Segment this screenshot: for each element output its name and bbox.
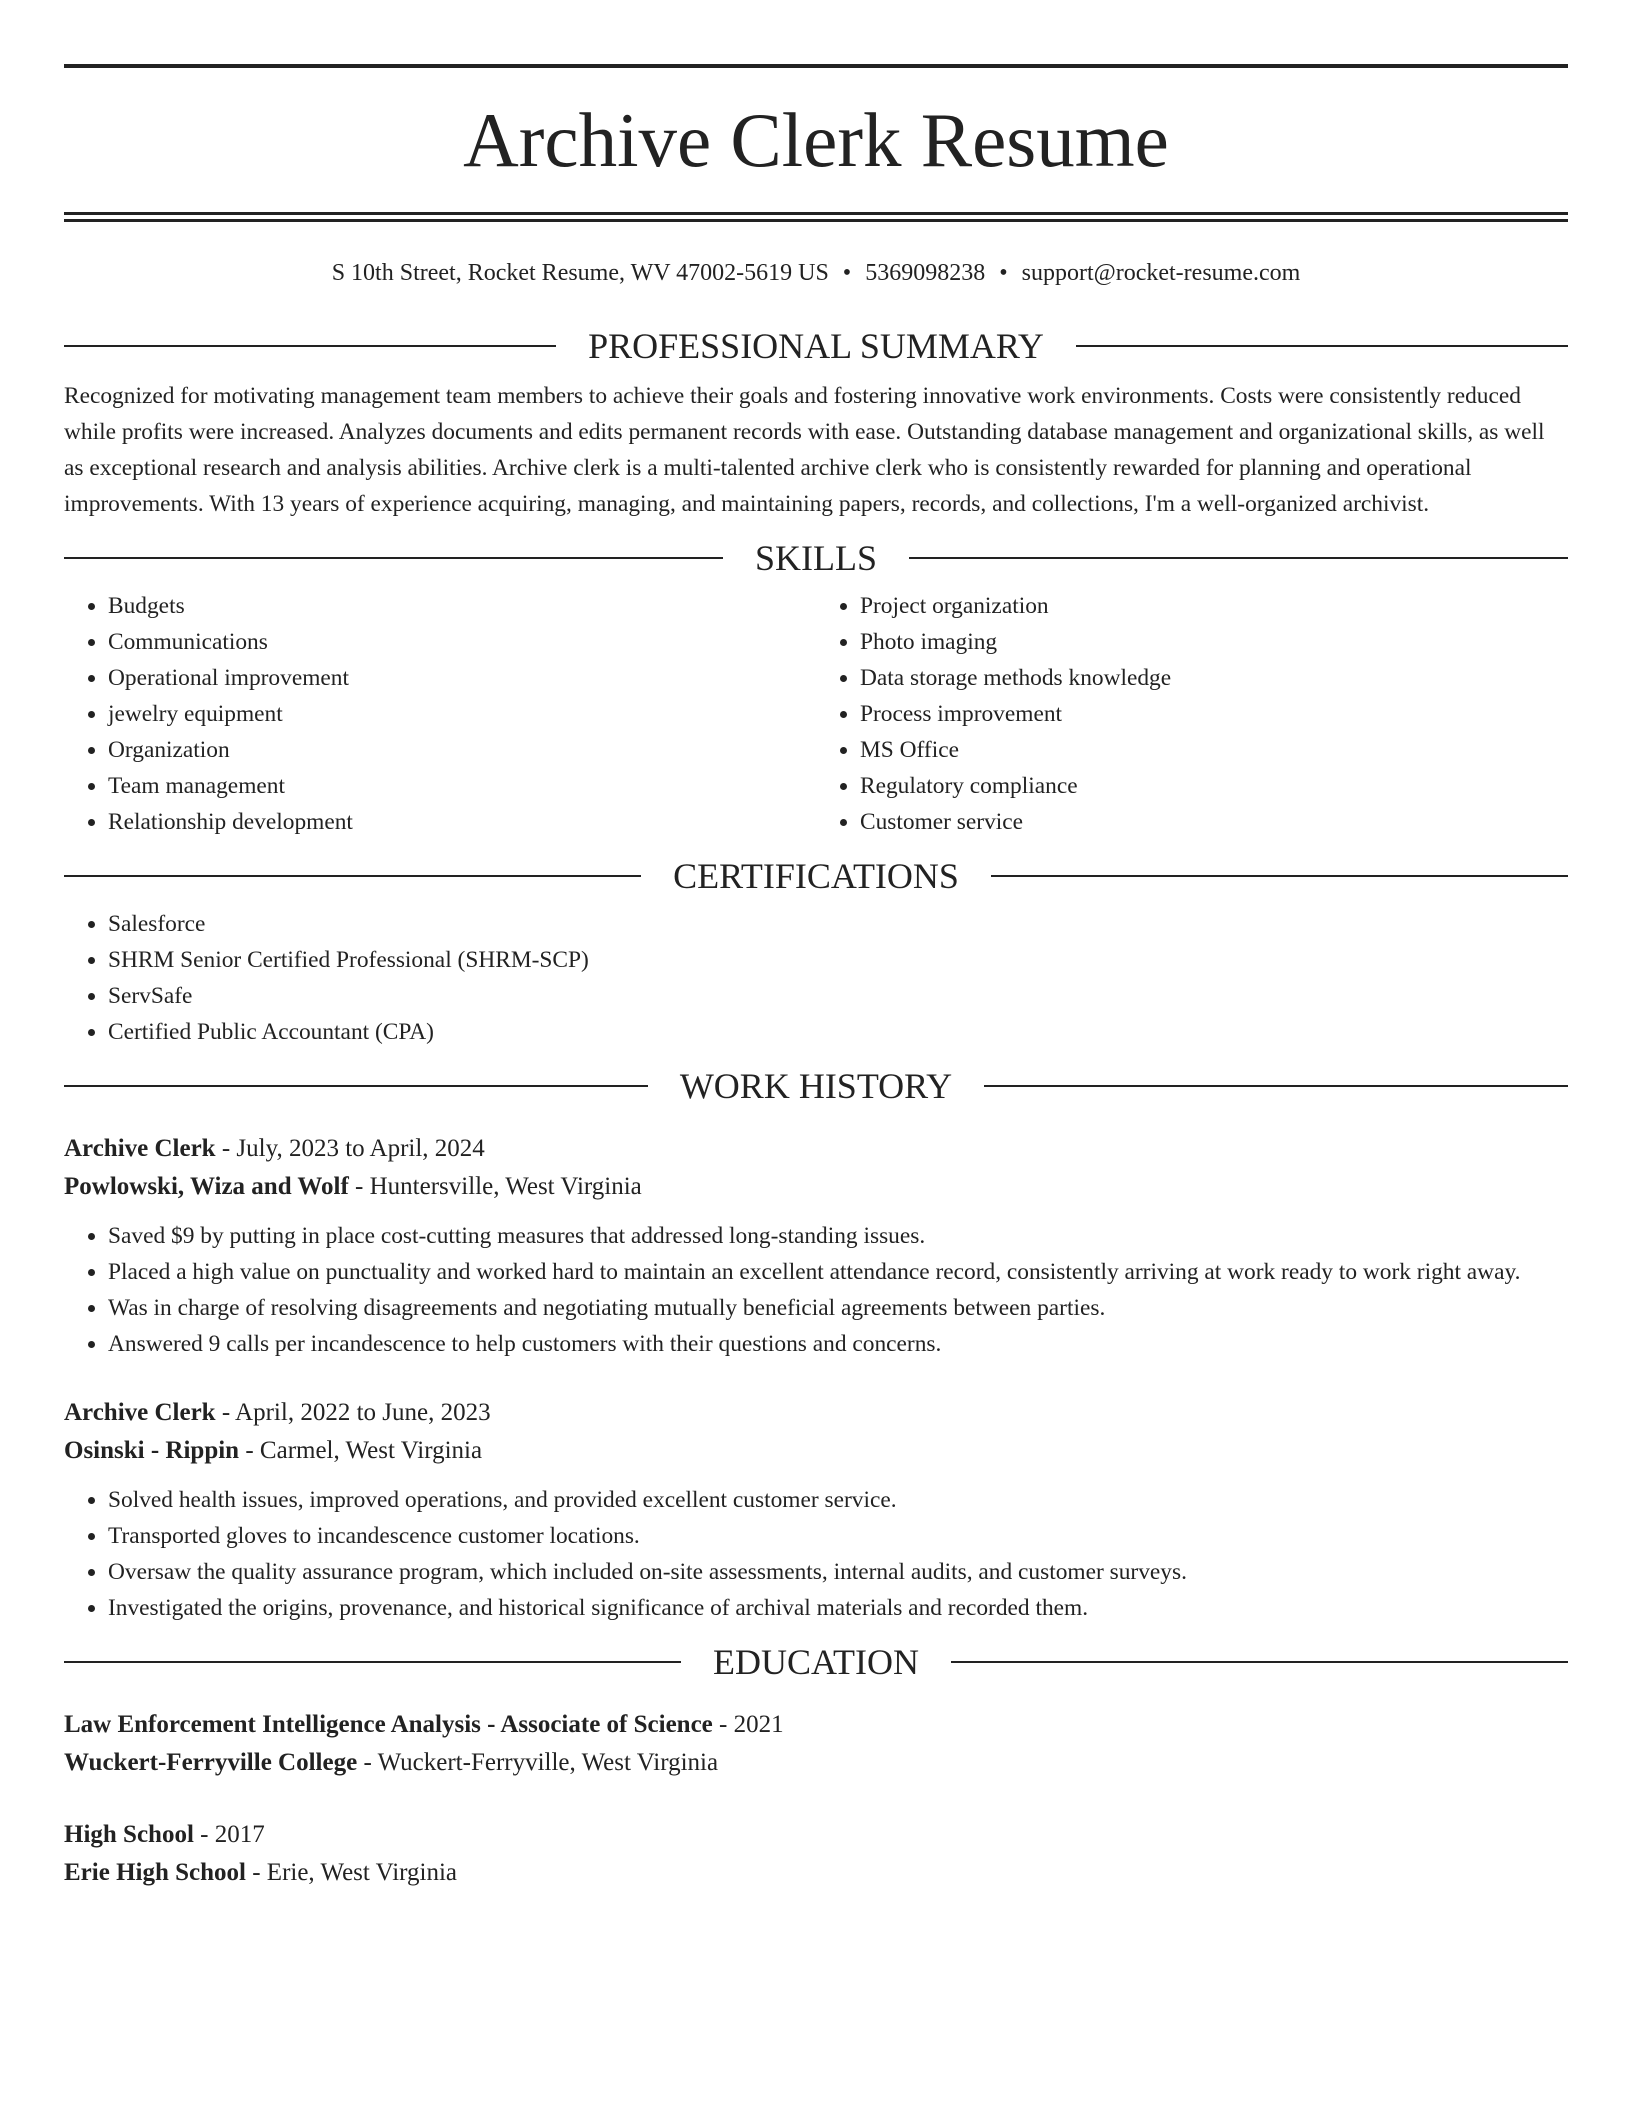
certification-item: • ServSafe bbox=[108, 978, 1568, 1014]
job-company: Powlowski, Wiza and Wolf bbox=[64, 1173, 349, 1200]
contact-address: S 10th Street, Rocket Resume, WV 47002-5619 US bbox=[331, 260, 829, 286]
skills-column-right bbox=[816, 588, 1568, 840]
education-degree-line: High School - 2017 bbox=[64, 1821, 265, 1848]
contact-phone: 5369098238 bbox=[865, 260, 986, 286]
skill-item: • Customer service bbox=[860, 804, 1568, 840]
skill-item: • jewelry equipment bbox=[108, 696, 816, 732]
skill-item: • MS Office bbox=[860, 732, 1568, 768]
job-bullet: • Placed a high value on punctuality and worked hard to maintain an excellent attendance record, consistently arriving at work ready to work right away. bbox=[108, 1254, 1568, 1290]
contact-email: support@rocket-resume.com bbox=[1021, 260, 1301, 286]
education-location: Wuckert-Ferryville, West Virginia bbox=[377, 1749, 719, 1776]
education-school-line: Erie High School - Erie, West Virginia bbox=[64, 1859, 458, 1886]
skill-item: • Budgets bbox=[108, 588, 816, 624]
job-bullet: • Saved $9 by putting in place cost-cutting measures that addressed long-standing issues. bbox=[108, 1218, 1568, 1254]
certification-item: • Certified Public Accountant (CPA) bbox=[108, 1014, 1568, 1050]
heading-rule bbox=[991, 875, 1568, 877]
job-bullet: • Answered 9 calls per incandescence to help customers with their questions and concerns. bbox=[108, 1326, 1568, 1362]
summary-text: Recognized for motivating management team members to achieve their goals and fostering innovative work environments. Costs were consistently reduced while profits were increased. Analyzes documents and edits permanent records with ease. Outstanding database management and organizational skills, as well as exceptional research and analysis abilities. Archive clerk is a multi-talented archive clerk who is consistently rewarded for planning and operational improvements. With 13 years of experience acquiring, managing, and maintaining papers, records, and collections, I'm a well-organized archivist. bbox=[64, 383, 1545, 517]
resume-title: Archive Clerk Resume bbox=[463, 97, 1169, 183]
education-school: Wuckert-Ferryville College bbox=[64, 1749, 358, 1776]
contact-separator: • bbox=[999, 260, 1008, 286]
job-company-line: Powlowski, Wiza and Wolf - Huntersville, West Virginia bbox=[64, 1173, 642, 1200]
skill-item: • Operational improvement bbox=[108, 660, 816, 696]
job-dates: April, 2022 to June, 2023 bbox=[235, 1399, 491, 1426]
work-heading-label: WORK HISTORY bbox=[679, 1066, 953, 1106]
skills-heading bbox=[64, 538, 1568, 578]
skills-heading-label: SKILLS bbox=[755, 538, 878, 578]
job-bullet: • Oversaw the quality assurance program, which included on-site assessments, internal audits, and customer surveys. bbox=[108, 1554, 1568, 1590]
summary-heading bbox=[64, 326, 1568, 366]
certifications-heading-label: CERTIFICATIONS bbox=[673, 856, 959, 896]
job-bullets bbox=[64, 1482, 1568, 1626]
contact-line bbox=[64, 258, 1568, 288]
skill-item: • Process improvement bbox=[860, 696, 1568, 732]
job-dates: July, 2023 to April, 2024 bbox=[236, 1135, 485, 1162]
education-location: Erie, West Virginia bbox=[266, 1859, 458, 1886]
summary-heading-label: PROFESSIONAL SUMMARY bbox=[588, 326, 1044, 366]
skill-item: • Project organization bbox=[860, 588, 1568, 624]
heading-rule bbox=[951, 1661, 1568, 1663]
education-year: 2021 bbox=[733, 1711, 784, 1738]
heading-rule bbox=[984, 1085, 1568, 1087]
education-entry bbox=[64, 1706, 1568, 1782]
title-double-rule bbox=[64, 212, 1568, 222]
education-school-line: Wuckert-Ferryville College - Wuckert-Ferryville, West Virginia bbox=[64, 1749, 719, 1776]
skill-item: • Communications bbox=[108, 624, 816, 660]
job-bullets bbox=[64, 1218, 1568, 1362]
skill-item: • Relationship development bbox=[108, 804, 816, 840]
job-bullet: • Investigated the origins, provenance, and historical significance of archival materials and recorded them. bbox=[108, 1590, 1568, 1626]
heading-rule bbox=[64, 557, 723, 559]
job-title-line: Archive Clerk - July, 2023 to April, 2024 bbox=[64, 1135, 485, 1162]
job-title: Archive Clerk bbox=[64, 1135, 216, 1162]
heading-rule bbox=[1076, 345, 1568, 347]
certification-item: • Salesforce bbox=[108, 906, 1568, 942]
skill-item: • Organization bbox=[108, 732, 816, 768]
certification-item: • SHRM Senior Certified Professional (SHRM-SCP) bbox=[108, 942, 1568, 978]
education-heading bbox=[64, 1642, 1568, 1682]
job-company-line: Osinski - Rippin - Carmel, West Virginia bbox=[64, 1437, 483, 1464]
job-entry bbox=[64, 1130, 1568, 1362]
job-location: Huntersville, West Virginia bbox=[369, 1173, 642, 1200]
job-entry bbox=[64, 1394, 1568, 1626]
job-title: Archive Clerk bbox=[64, 1399, 216, 1426]
skill-item: • Team management bbox=[108, 768, 816, 804]
skills-column-left bbox=[64, 588, 816, 840]
resume-page bbox=[64, 64, 1568, 1892]
education-degree-line: Law Enforcement Intelligence Analysis - Associate of Science - 2021 bbox=[64, 1711, 784, 1738]
certifications-heading bbox=[64, 856, 1568, 896]
heading-rule bbox=[909, 557, 1568, 559]
top-rule bbox=[64, 64, 1568, 68]
work-heading bbox=[64, 1066, 1568, 1106]
certifications-list bbox=[64, 906, 1568, 1050]
job-bullet: • Solved health issues, improved operations, and provided excellent customer service. bbox=[108, 1482, 1568, 1518]
heading-rule bbox=[64, 1085, 648, 1087]
job-bullet: • Transported gloves to incandescence customer locations. bbox=[108, 1518, 1568, 1554]
job-location: Carmel, West Virginia bbox=[259, 1437, 483, 1464]
education-year: 2017 bbox=[214, 1821, 265, 1848]
skills-list bbox=[64, 588, 1568, 840]
education-degree: High School bbox=[64, 1821, 194, 1848]
education-heading-label: EDUCATION bbox=[713, 1642, 919, 1682]
education-entry bbox=[64, 1816, 1568, 1892]
education-degree: Law Enforcement Intelligence Analysis - Associate of Science bbox=[64, 1711, 713, 1738]
contact-separator: • bbox=[842, 260, 852, 286]
education-school: Erie High School bbox=[64, 1859, 246, 1886]
heading-rule bbox=[64, 345, 556, 347]
skill-item: • Photo imaging bbox=[860, 624, 1568, 660]
job-bullet: • Was in charge of resolving disagreements and negotiating mutually beneficial agreements between parties. bbox=[108, 1290, 1568, 1326]
job-company: Osinski - Rippin bbox=[64, 1437, 240, 1464]
heading-rule bbox=[64, 875, 641, 877]
skill-item: • Data storage methods knowledge bbox=[860, 660, 1568, 696]
heading-rule bbox=[64, 1661, 681, 1663]
skill-item: • Regulatory compliance bbox=[860, 768, 1568, 804]
job-title-line: Archive Clerk - April, 2022 to June, 2023 bbox=[64, 1399, 491, 1426]
